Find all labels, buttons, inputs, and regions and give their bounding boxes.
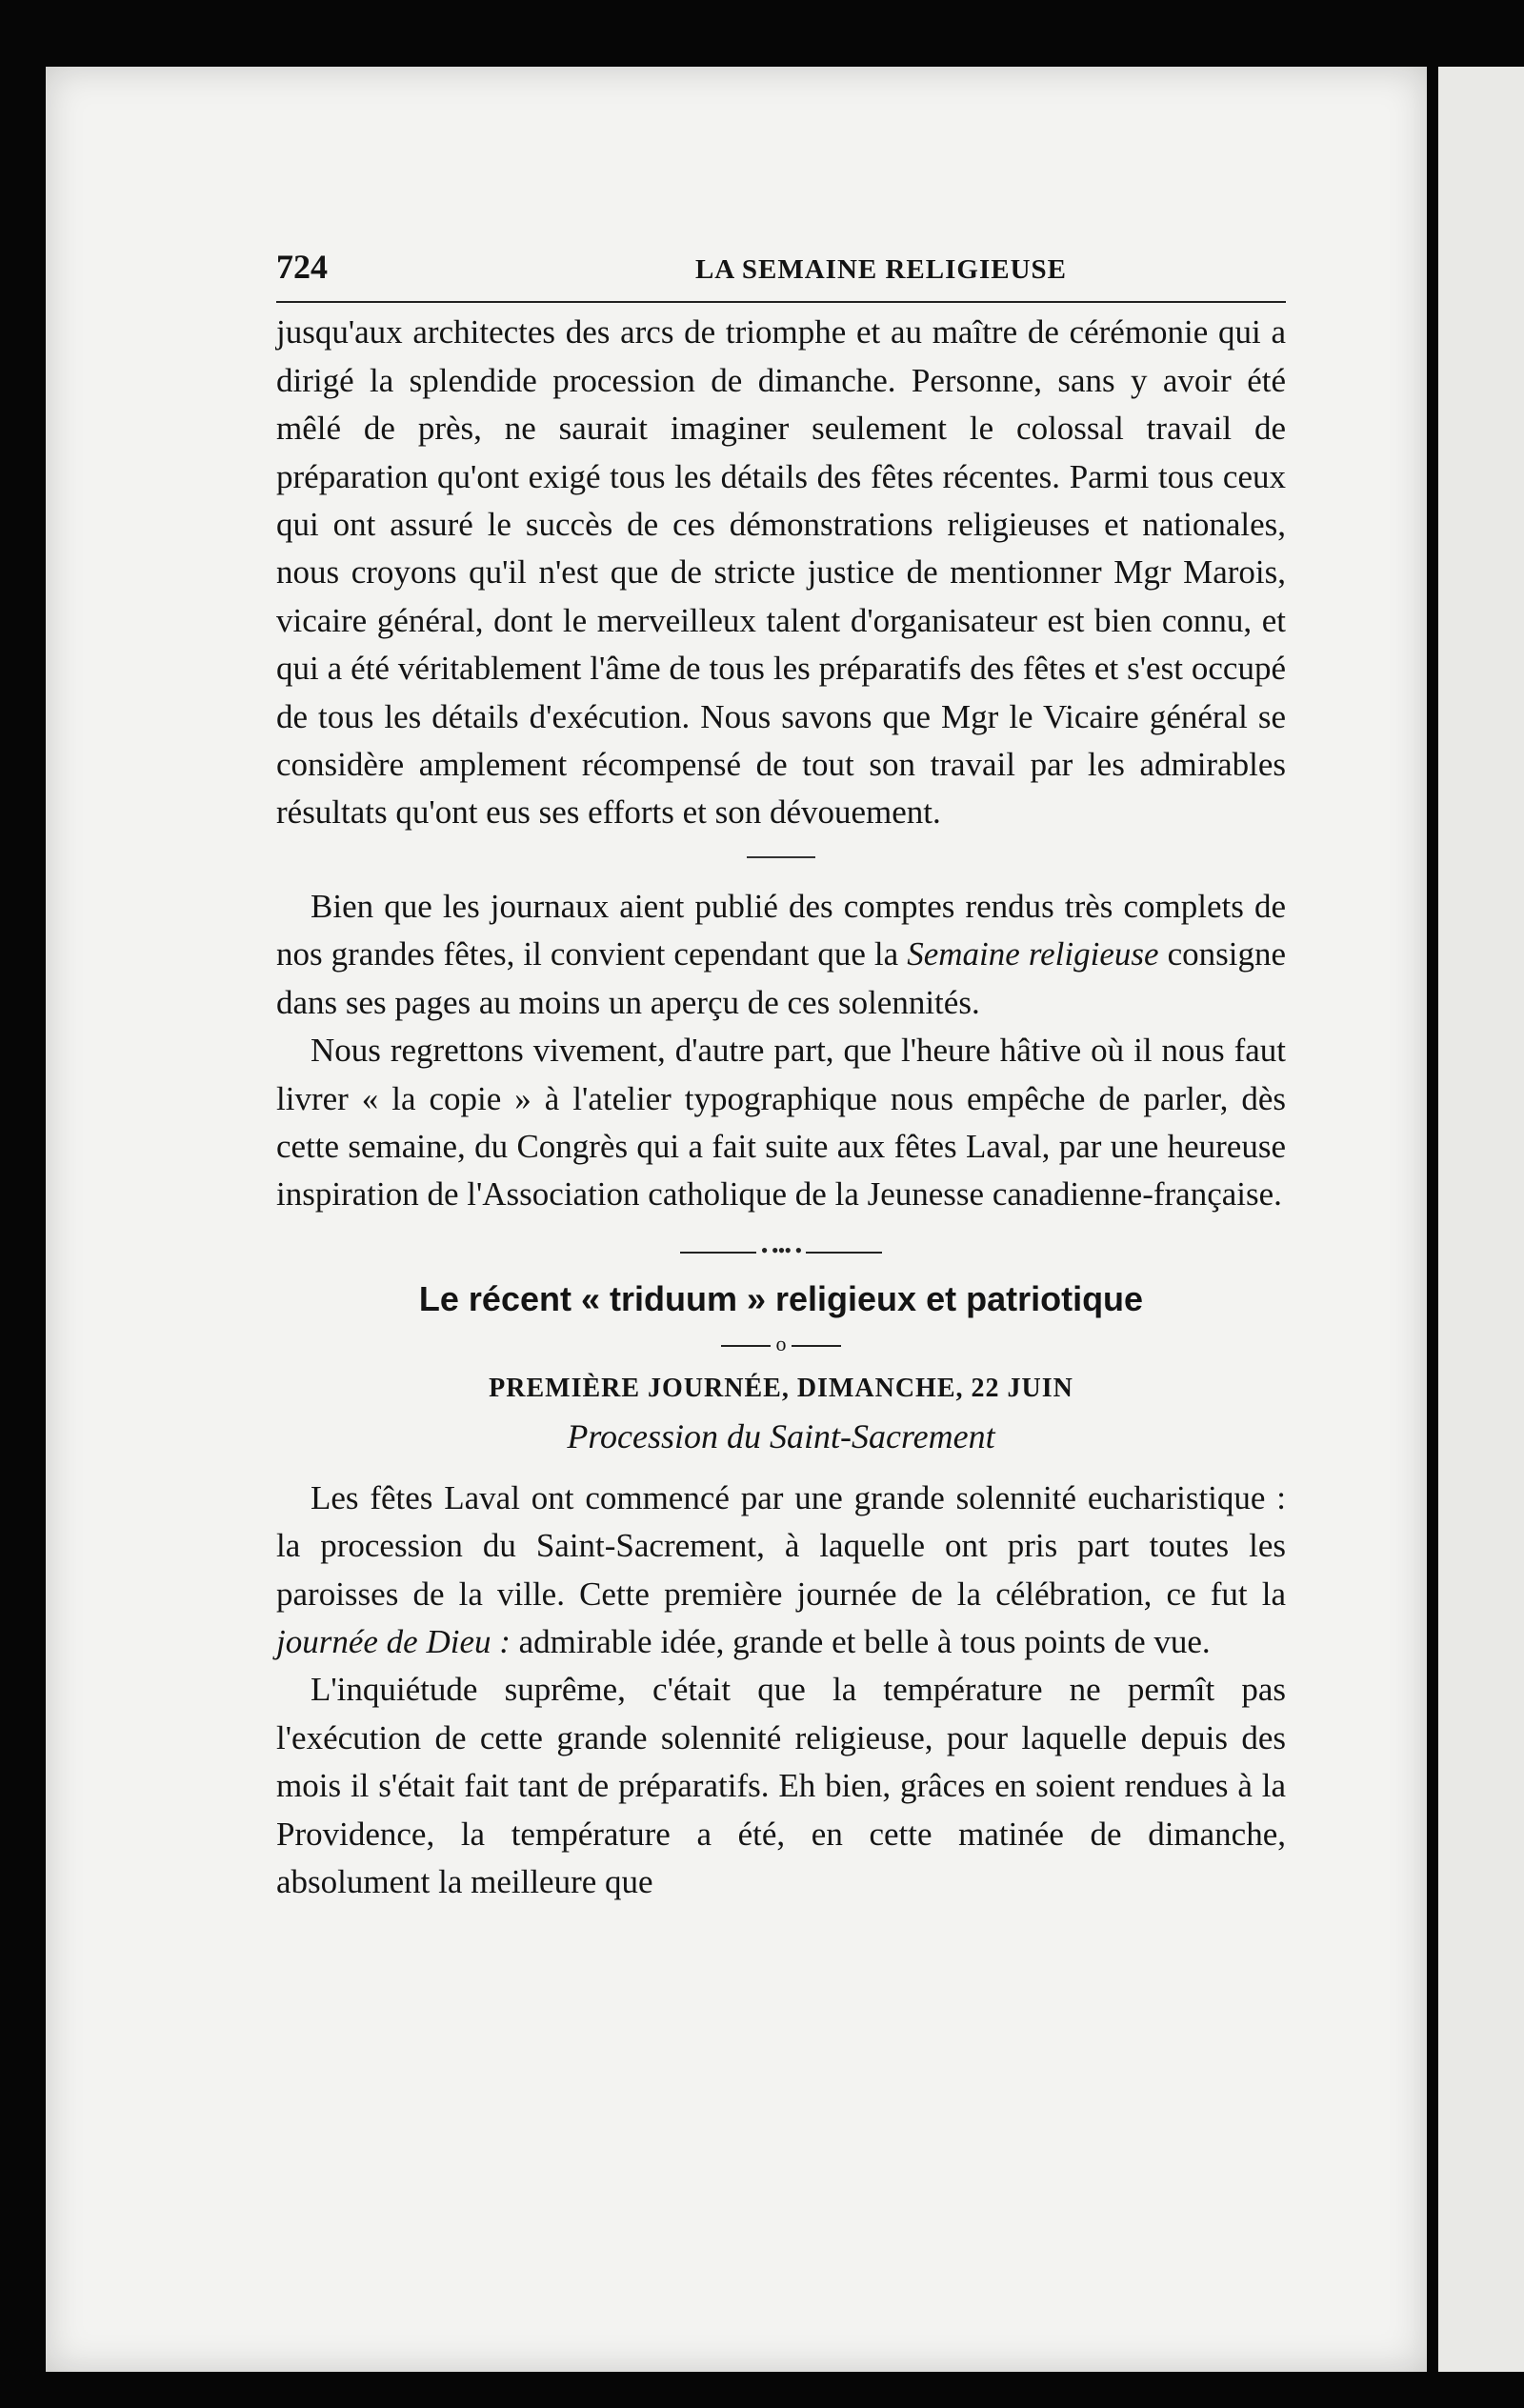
ornament-divider — [276, 1236, 1286, 1265]
section-separator — [276, 1330, 1286, 1358]
separator-line-left — [721, 1345, 771, 1347]
separator-mark: o — [775, 1331, 787, 1355]
paragraph-2 — [276, 883, 1286, 1027]
paragraph-2-before: Bien que les journaux aient publié des comptes rendus très complets de nos grandes fêtes, il convient cependant que la — [276, 887, 1286, 973]
separator-line-right — [792, 1345, 841, 1347]
ornament-line-right — [806, 1252, 882, 1254]
paragraph-4-italic: journée de Dieu : — [276, 1622, 511, 1660]
page-header — [276, 243, 1286, 303]
day-heading: PREMIÈRE JOURNÉE, DIMANCHE, 22 JUIN — [489, 1373, 1073, 1403]
paragraph-2-after: consigne dans ses pages au moins un aperçu de ces solennités. — [276, 935, 1287, 1021]
adjacent-page-edge — [1438, 67, 1524, 2372]
paragraph-2-italic: Semaine religieuse — [907, 935, 1159, 973]
paragraph-1: jusqu'aux architectes des arcs de triomphe et au maître de cérémonie qui a dirigé la splendide procession de dimanche. Personne, sans y avoir été mêlé de près, ne saurait imaginer seulement le colossal travail de préparation qu'ont exigé tous les détails des fêtes récentes. Parmi tous ceux qui ont assuré le succès de ces démonstrations religieuses et nationales, nous croyons qu'il n'est que de stricte justice de mentionner Mgr Marois, vicaire général, dont le merveilleux talent d'organisateur est bien connu, et qui a été véritablement l'âme de tous les préparatifs des fêtes et s'est occupé de tous les détails d'exécution. Nous savons que Mgr le Vicaire général se considère amplement récompensé de tout son travail par les admirables résultats qu'ont eus ses efforts et son dévouement. — [276, 313, 1286, 832]
section-subtitle: Procession du Saint-Sacrement — [567, 1416, 995, 1455]
page-number: 724 — [276, 248, 328, 286]
paragraph-3: Nous regrettons vivement, d'autre part, que l'heure hâtive où il nous faut livrer « la copie » à l'atelier typographique nous empêche de parler, dès cette semaine, du Congrès qui a fait suite aux fêtes Laval, par une heureuse inspiration de l'Association catholique de la Jeunesse canadienne-française. — [276, 1032, 1286, 1214]
running-title: LA SEMAINE RELIGIEUSE — [694, 254, 1067, 285]
section-title: Le récent « triduum » religieux et patriotique — [418, 1278, 1144, 1318]
page-content — [276, 243, 1286, 1906]
paragraph-5: L'inquiétude suprême, c'était que la température ne permît pas l'exécution de cette grande solennité religieuse, pour laquelle depuis des mois il s'était fait tant de préparatifs. Eh bien, grâces en soient rendues à la Providence, la température a été, en cette matinée de dimanche, absolument la meilleure que — [276, 1671, 1286, 1900]
paragraph-4 — [276, 1475, 1286, 1667]
paragraph-4-before: Les fêtes Laval ont commencé par une grande solennité eucharistique : la procession du Saint-Sacrement, à laquelle ont pris part toutes les paroisses de la ville. Cette première journée de la célébration, ce fut la — [276, 1478, 1286, 1613]
paragraph-4-after: admirable idée, grande et belle à tous points de vue. — [518, 1622, 1211, 1660]
short-rule — [747, 856, 815, 858]
ornament-dots: • ••• • — [760, 1237, 802, 1262]
ornament-line-left — [680, 1252, 756, 1254]
